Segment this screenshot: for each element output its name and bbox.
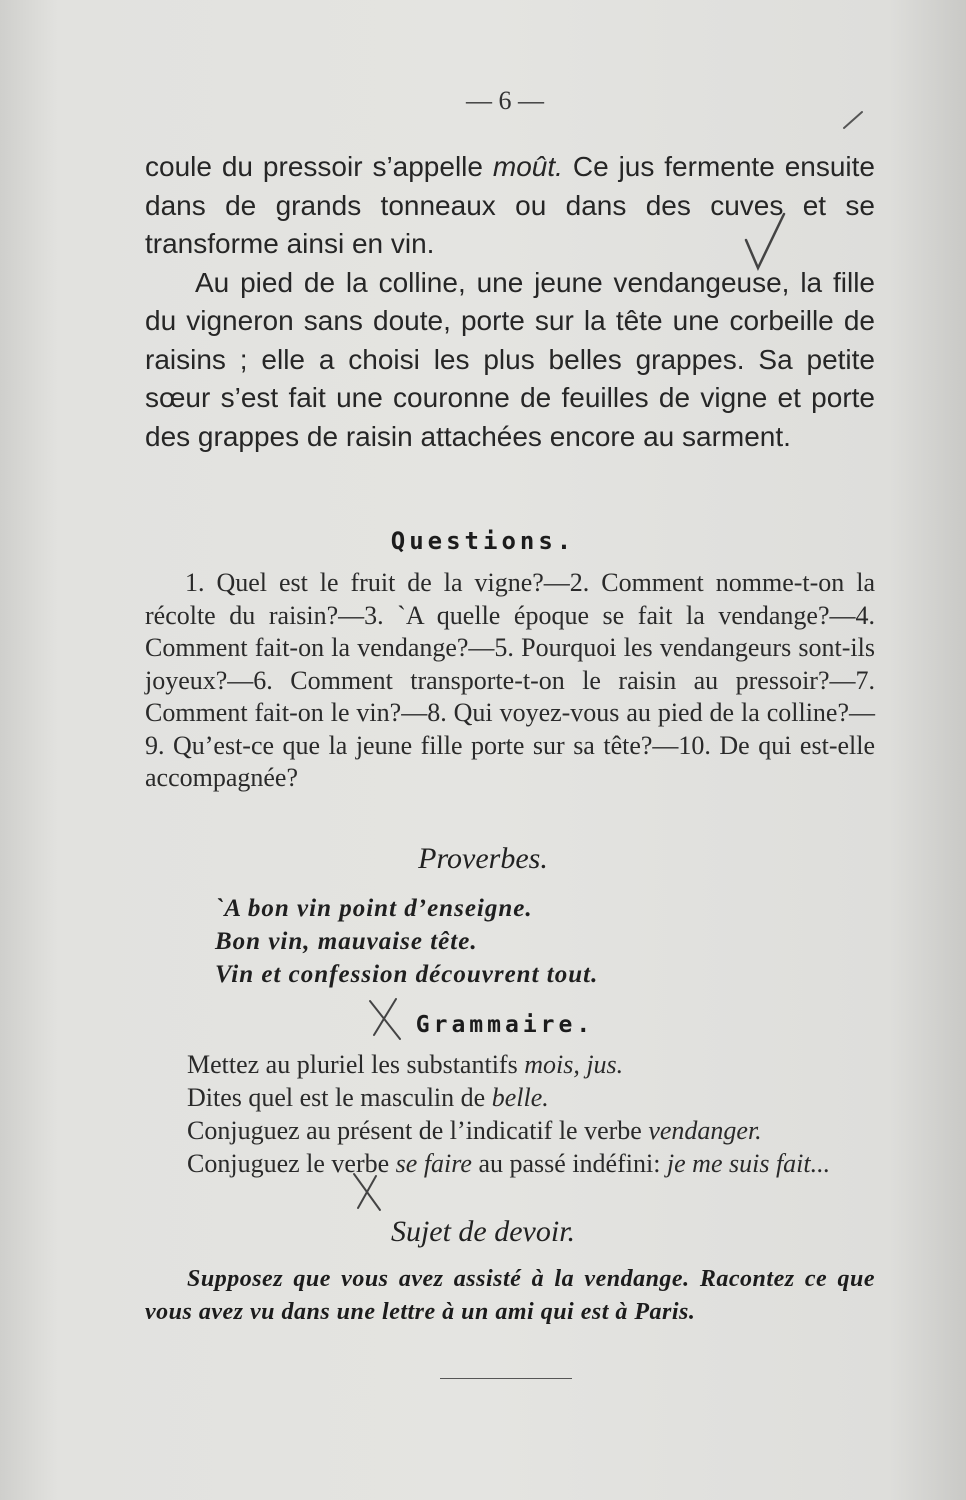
grammar-line-3 [145, 1114, 875, 1147]
closing-rule [440, 1378, 572, 1379]
grammar-line-4-text-end: au passé indéfini: [478, 1149, 661, 1178]
grammar-line-3-text: Conjuguez au présent de l’indicatif le verbe [187, 1116, 642, 1145]
reading-text [145, 148, 875, 456]
grammar-line-1-text: Mettez au pluriel les substantifs [187, 1050, 518, 1079]
subject-heading: Sujet de devoir. [390, 1215, 576, 1248]
questions-heading: Questions. [390, 527, 576, 555]
grammar-line-1 [145, 1048, 875, 1081]
grammar-line-2-text: Dites quel est le masculin de [187, 1083, 486, 1112]
grammar-line-4-italic: se faire [395, 1149, 472, 1178]
paragraph-1-text: coule du pressoir s’appelle [145, 151, 493, 182]
paragraph-1 [145, 148, 875, 264]
grammar-line-2-italic: belle. [491, 1083, 549, 1112]
questions-block [145, 567, 875, 795]
grammar-line-4 [145, 1147, 875, 1180]
grammar-heading: Grammaire. [415, 1012, 595, 1038]
paragraph-2: Au pied de la colline, une jeune vendangeuse, la fille du vigneron sans doute, porte sur la tête une corbeille de raisins ; elle a choisi les plus belles grappes. Sa petite sœur s’est fait une couronne de feuilles de vigne et porte des grappes de raisin attachées encore au sarment. [145, 266, 875, 452]
proverb-item: `A bon vin point d’enseigne. [215, 895, 533, 922]
subject-text: Supposez que vous avez assisté à la vendange. Racontez ce que vous avez vu dans une lettre à un ami qui est à Paris. [145, 1266, 875, 1325]
proverbs-list [215, 892, 598, 991]
grammar-line-4-italic-end: je me suis fait... [666, 1149, 831, 1178]
grammar-line-2 [145, 1081, 875, 1114]
grammar-line-1-italic: mois, jus. [524, 1050, 624, 1079]
paragraph-1-text-end: Ce jus fermente ensuite dans de grands tonneaux ou dans des cuves et se transforme ainsi en vin. [145, 151, 875, 259]
grammar-exercises [145, 1048, 875, 1180]
proverbs-heading: Proverbes. [418, 842, 548, 875]
paragraph-1-italic-word: moût. [492, 151, 563, 182]
grammar-line-3-italic: vendanger. [648, 1116, 762, 1145]
proverb-item: Bon vin, mauvaise tête. [215, 928, 478, 955]
page-number: — 6 — [466, 86, 544, 115]
proverb-item: Vin et confession découvrent tout. [215, 961, 599, 988]
grammar-line-4-text: Conjuguez le verbe [187, 1149, 390, 1178]
questions-text: 1. Quel est le fruit de la vigne?—2. Comment nomme-t-on la récolte du raisin?—3. `A quelle époque se fait la vendange?—4. Comment fait-on la vendange?—5. Pourquoi les vendangeurs sont-ils joyeux?—6. Comment transporte-t-on le raisin au pressoir?—7. Comment fait-on le vin?—8. Qui voyez-vous au pied de la colline?—9. Qu’est-ce que la jeune fille porte sur sa tête?—10. De qui est-elle accompagnée? [145, 568, 875, 792]
